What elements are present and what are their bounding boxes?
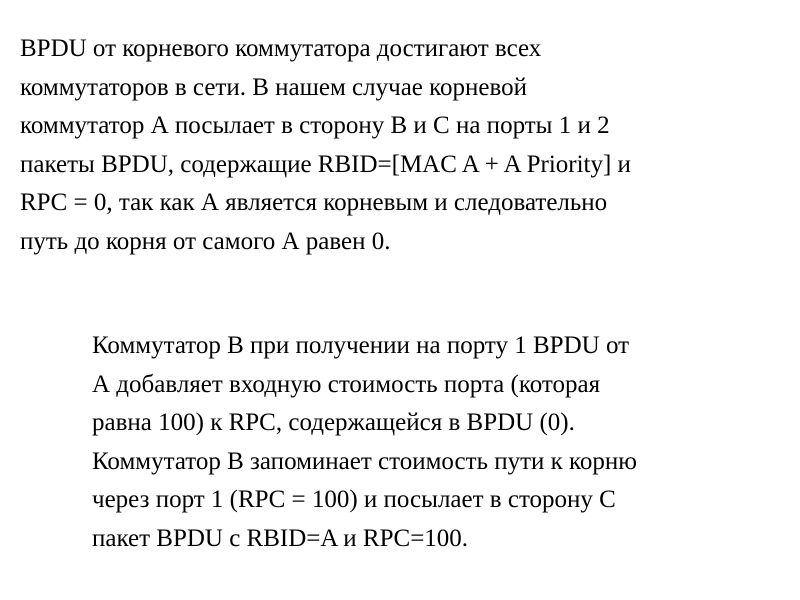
paragraph-line: коммутаторов в сети. В нашем случае корневой xyxy=(20,73,527,101)
paragraph-line: равна 100) к RPC, содержащейся в BPDU (0). xyxy=(92,409,575,436)
paragraph-line: путь до корня от самого А равен 0. xyxy=(20,227,391,255)
paragraph-line: пакеты BPDU, содержащие RBID=[MAC A + A Priority] и xyxy=(20,150,631,178)
paragraph-switch-b xyxy=(92,327,637,558)
paragraph-line: пакет BPDU с RBID=A и RPC=100. xyxy=(92,524,469,552)
paragraph-line: Коммутатор В запоминает стоимость пути к корню xyxy=(92,447,637,475)
paragraph-line: RPC = 0, так как А является корневым и следовательно xyxy=(20,189,608,216)
paragraph-line: Коммутатор В при получении на порту 1 BPDU от xyxy=(92,332,630,359)
paragraph-root-bpdu xyxy=(20,30,631,261)
paragraph-line: BPDU от корневого коммутатора достигают всех xyxy=(20,35,542,62)
paragraph-line: через порт 1 (RPC = 100) и посылает в сторону С xyxy=(92,486,616,513)
paragraph-line: коммутатор А посылает в сторону B и С на порты 1 и 2 xyxy=(20,112,610,139)
paragraph-line: А добавляет входную стоимость порта (которая xyxy=(92,370,601,398)
